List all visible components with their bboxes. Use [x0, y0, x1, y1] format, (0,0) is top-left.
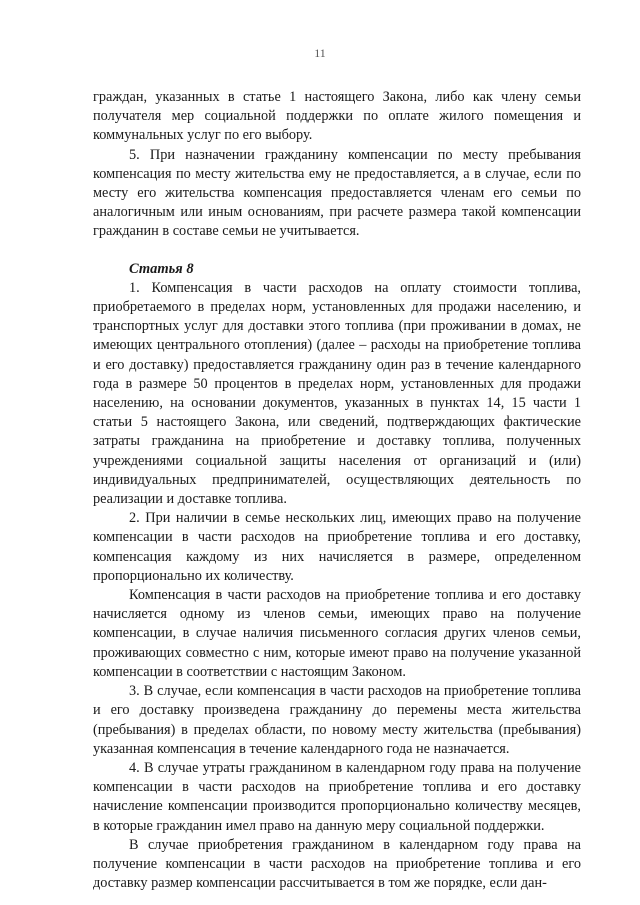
document-body — [93, 88, 581, 893]
paragraph-continuation: граждан, указанных в статье 1 настоящего Закона, либо как члену семьи получателя мер социальной поддержки по оплате жилого помещения и коммунальных услуг по его выбору. — [93, 89, 581, 144]
article-8-paragraph-1: 1. Компенсация в части расходов на оплату стоимости топлива, приобретаемого в пределах норм, установленных для продажи населению, и транспортных услуг для доставки этого топлива (при проживании в домах, не имеющих центрального отопления) (далее – расходы на приобретение топлива и его доставку) предоставляется гражданину один раз в течение календарного года в размере 50 процентов в пределах норм, установленных для продажи населению, на основании документов, указанных в пунктах 14, 15 части 1 статьи 5 настоящего Закона, или сведений, подтверждающих фактические затраты гражданина на приобретение и доставку топлива, полученных учреждениями социальной защиты населения от организаций и (или) индивидуальных предпринимателей, осуществляющих деятельность по реализации и доставке топлива. — [93, 279, 581, 508]
article-8-paragraph-4: 4. В случае утраты гражданином в календарном году права на получение компенсации в части расходов на приобретение топлива и его доставку начисление компенсации производится пропорционально количеству месяцев, в которые гражданин имел право на данную меру социальной поддержки. — [93, 759, 581, 834]
article-8-paragraph-4-continued: В случае приобретения гражданином в календарном году права на получение компенсации в части расходов на приобретение топлива и его доставку размер компенсации рассчитывается в том же порядке, если дан- — [93, 836, 581, 892]
article-8-paragraph-3: 3. В случае, если компенсация в части расходов на приобретение топлива и его доставку произведена гражданину до перемены места жительства (пребывания) в пределах области, по новому месту жительства (пребывания) указанная компенсация в течение календарного года не назначается. — [93, 683, 581, 757]
page-number: 11 — [314, 46, 326, 60]
article-heading: Статья 8 — [129, 260, 194, 277]
article-8-paragraph-2-continued: Компенсация в части расходов на приобретение топлива и его доставку начисляется одному из членов семьи, имеющих право на получение компенсации, в случае наличия письменного согласия других членов семьи, проживающих совместно с ним, которые имеют право на получение указанной компенсации в соответствии с настоящим Законом. — [93, 587, 581, 680]
article-8-paragraph-2: 2. При наличии в семье нескольких лиц, имеющих право на получение компенсации в части расходов на приобретение топлива и его доставку, компенсация каждому из них начисляется в размере, определенном пропорционально их количеству. — [93, 510, 581, 584]
paragraph-5: 5. При назначении гражданину компенсации по месту пребывания компенсация по месту жительства ему не предоставляется, а в случае, если по месту его жительства компенсация предоставляется членам его семьи по аналогичным или иным основаниям, при расчете размера такой компенсации гражданин в составе семьи не учитывается. — [93, 146, 581, 240]
